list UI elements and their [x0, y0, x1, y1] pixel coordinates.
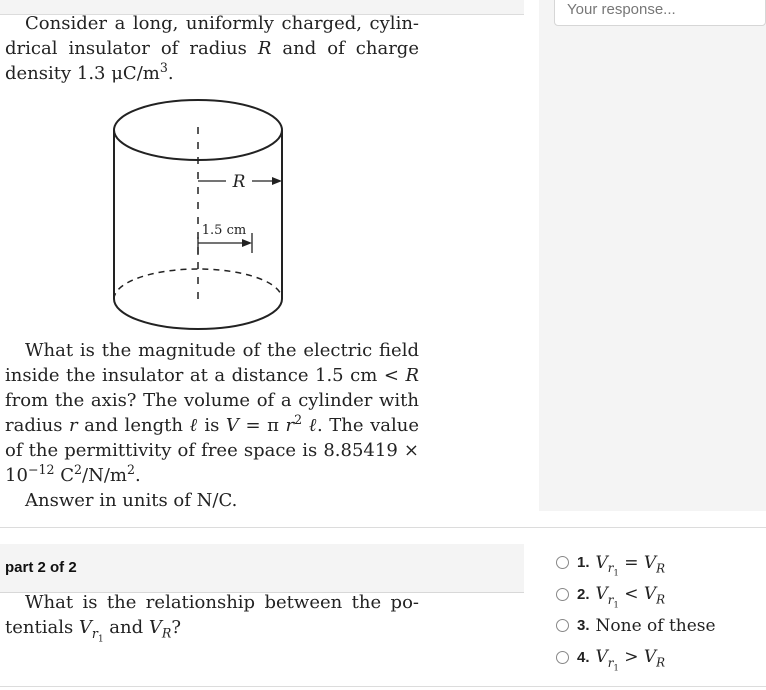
- radio-button[interactable]: [556, 588, 569, 601]
- option-4[interactable]: 4. $V_{r_1} > V_R$: [556, 642, 716, 674]
- response-panel: [539, 0, 766, 511]
- part2-question: What is the relationship between the po-tentials $V_{r_1}$ and $V_R$?: [5, 592, 419, 645]
- bottom-divider: [0, 686, 766, 687]
- cylinder-bottom-front: [114, 299, 282, 329]
- option-3[interactable]: 3. None of these: [556, 610, 716, 642]
- option-2[interactable]: 2. $V_{r_1} < V_R$: [556, 579, 716, 611]
- part1-question: What is the magnitude of the electric field inside the insulator at a distance 1.5 cm < R from the axis? The volume of a cylinder with radius r and length ℓ is V = π $r^2$ ℓ. The value of the permittivity of free space is $8.85419 \times 10^{-12}$ $C^2/N/m^2$. Answer in units of N/C.: [5, 340, 420, 511]
- radio-button[interactable]: [556, 556, 569, 569]
- part2-header: [0, 544, 524, 593]
- problem-intro: Consider a long, uniformly charged, cylin-drical insulator of radius R and of charge density 1.3 $\mu C/m^3$.: [5, 13, 419, 84]
- response-input[interactable]: Your response...: [554, 0, 766, 26]
- radius-arrowhead: [272, 177, 282, 185]
- distance-arrowhead: [242, 239, 252, 247]
- radius-label: R: [232, 172, 246, 192]
- cylinder-figure: [100, 97, 300, 337]
- radio-button[interactable]: [556, 619, 569, 632]
- section-divider: [0, 527, 766, 528]
- part2-label: part 2 of 2: [5, 559, 77, 576]
- distance-label: 1.5 cm: [201, 223, 247, 238]
- option-1[interactable]: 1. $V_{r_1} = V_R$: [556, 547, 716, 579]
- radio-button[interactable]: [556, 651, 569, 664]
- units-instruction: Answer in units of N/C.: [25, 490, 238, 511]
- answer-options: [556, 547, 716, 673]
